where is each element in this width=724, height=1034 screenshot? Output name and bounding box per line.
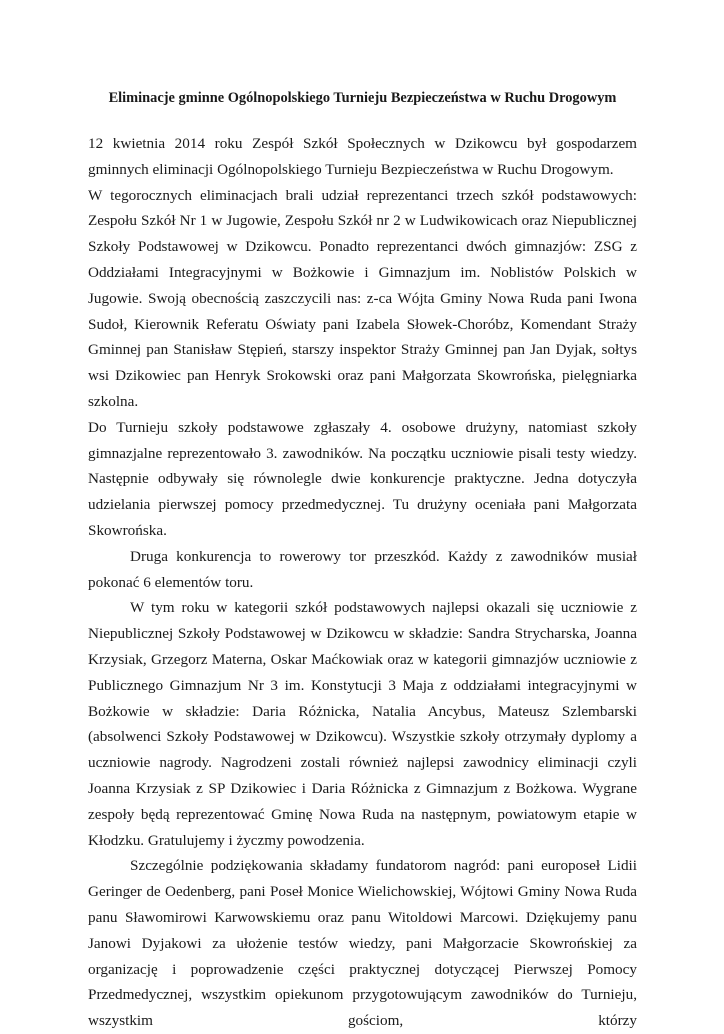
paragraph-obstacle-course: Druga konkurencja to rowerowy tor przeszkód. Każdy z zawodników musiał pokonać 6 elementów toru. — [88, 547, 637, 591]
document-title: Eliminacje gminne Ogólnopolskiego Turnieju Bezpieczeństwa w Ruchu Drogowym — [108, 90, 617, 106]
paragraph-winners: W tym roku w kategorii szkół podstawowych najlepsi okazali się uczniowie z Niepublicznej Szkoły Podstawowej w Dzikowcu w składzie: Sandra Strycharska, Joanna Krzysiak, Grzegorz Materna, Oskar Maćkowiak oraz w kategorii gimnazjów uczniowie z Publicznego Gimnazjum Nr 3 im. Konstytucji 3 Maja z oddziałami integracyjnymi w Bożkowie w składzie: Daria Różnicka, Natalia Ancybus, Mateusz Szlembarski (absolwenci Szkoły Podstawowej w Dzikowcu). Wszystkie szkoły otrzymały dyplomy a uczniowie nagrody. Nagrodzeni zostali również najlepsi zawodnicy eliminacji czyli Joanna Krzysiak z SP Dzikowiec i Daria Różnicka z Gimnazjum z Bożkowa. Wygrane zespoły będą reprezentować Gminę Nowa Ruda na następnym, powiatowym etapie w Kłodzku. Gratulujemy i życzmy powodzenia. — [88, 599, 637, 849]
paragraph-thanks: Szczególnie podziękowania składamy fundatorom nagród: pani europoseł Lidii Geringer de Oedenberg, pani Poseł Monice Wielichowskiej, Wójtowi Gminy Nowa Ruda panu Sławomirowi Karwowskiemu oraz panu Witoldowi Marcowi. Dziękujemy panu Janowi Dyjakowi za ułożenie testów wiedzy, pani Małgorzacie Skowrońskiej za organizację i poprowadzenie części praktycznej dotyczącej Pierwszej Pomocy Przedmedycznej, wszystkim opiekunom przygotowującym zawodników do Turnieju, wszystkim gościom, którzy — [88, 857, 637, 1030]
paragraph-intro: 12 kwietnia 2014 roku Zespół Szkół Społecznych w Dzikowcu był gospodarzem gminnych eliminacji Ogólnopolskiego Turnieju Bezpieczeństwa w Ruchu Drogowym. — [88, 135, 637, 178]
paragraph-competition: Do Turnieju szkoły podstawowe zgłaszały 4. osobowe drużyny, natomiast szkoły gimnazjalne reprezentowało 3. zawodników. Na początku uczniowie pisali testy wiedzy. Następnie odbywały się równolegle dwie konkurencje praktyczne. Jedna dotyczyła udzielania pierwszej pomocy przedmedycznej. Tu drużyny oceniała pani Małgorzata Skowrońska. — [88, 418, 637, 539]
paragraph-participants: W tegorocznych eliminacjach brali udział reprezentanci trzech szkół podstawowych: Zespołu Szkół Nr 1 w Jugowie, Zespołu Szkół nr 2 w Ludwikowicach oraz Niepublicznej Szkoły Podstawowej w Dzikowcu. Ponadto reprezentanci dwóch gimnazjów: ZSG z Oddziałami Integracyjnymi w Bożkowie i Gimnazjum im. Noblistów Polskich w Jugowie. Swoją obecnością zaszczycili nas: z-ca Wójta Gminy Nowa Ruda pani Iwona Sudoł, Kierownik Referatu Oświaty pani Izabela Słowek-Choróbz, Komendant Straży Gminnej pan Stanisław Stępień, starszy inspektor Straży Gminnej pan Jan Dyjak, sołtys wsi Dzikowiec pan Henryk Srokowski oraz pani Małgorzata Skowrońska, pielęgniarka szkolna. — [88, 186, 637, 410]
document-page — [88, 0, 637, 1034]
document-body — [88, 131, 637, 1034]
